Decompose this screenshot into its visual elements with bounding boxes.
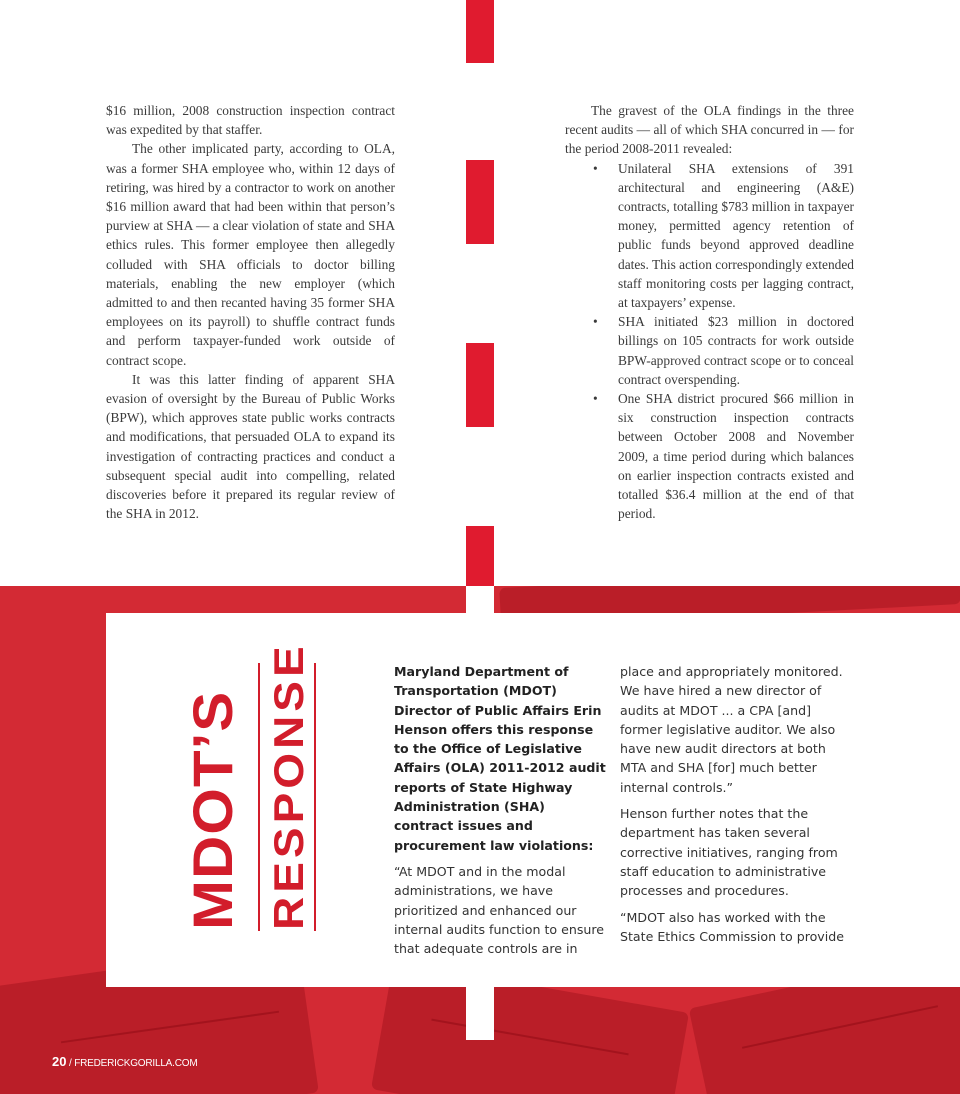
center-divider-dash [466, 343, 494, 427]
bullet-icon: • [593, 160, 598, 176]
page-number: 20 [52, 1054, 67, 1069]
list-item [565, 312, 854, 389]
response-left-column [394, 662, 606, 965]
center-divider-dash [466, 160, 494, 244]
footer-separator: / [66, 1058, 75, 1069]
center-divider-dash [466, 526, 494, 586]
list-item-text: SHA initiated $23 million in doctored billings on 105 contracts for work outside BPW-approved contract scope or to conceal contract overspending. [618, 314, 854, 387]
bullet-icon: • [593, 314, 598, 330]
left-paragraph-3: It was this latter finding of apparent SHA evasion of oversight by the Bureau of Public Works (BPW), which approves state public works contracts and modifications, that persuaded OLA to expand its investigation of contracting practices and conduct a subsequent special audit into compelling, related discoveries before it prepared its regular review of the SHA in 2012. [106, 371, 395, 522]
list-item-text: One SHA district procured $66 million in six construction inspection contracts between October 2008 and November 2009, a time period during which balances on earlier inspection contracts existed and totalled $36.4 million at the end of that period. [618, 391, 854, 522]
sidebar-title-line-1: MDOT’S [182, 690, 244, 930]
response-quote-start: “At MDOT and in the modal administrations, we have prioritized and enhanced our internal audits function to ensure that adequate controls are in [394, 863, 605, 957]
response-paragraph: Henson further notes that the department has taken several corrective initiatives, ranging from staff education to administrative processes and procedures. [620, 806, 838, 899]
title-rule [258, 663, 260, 931]
list-item [565, 389, 854, 523]
response-quote-end: place and appropriately monitored. We have hired a new director of audits at MDOT ... a CPA [and] former legislative auditor. We also have new audit directors at both MTA and SHA [for] much better internal controls.” [620, 664, 843, 795]
left-paragraph-1: $16 million, 2008 construction inspection contract was expedited by that staffer. [106, 103, 395, 138]
response-quote-2: “MDOT also has worked with the State Ethics Commission to provide [620, 909, 844, 944]
center-divider-dash [466, 987, 494, 1040]
response-lead: Maryland Department of Transportation (MDOT) Director of Public Affairs Erin Henson offers this response to the Office of Legislative Affairs (OLA) 2011-2012 audit reports of State Highway Administration (SHA) contract issues and procurement law violations: [394, 664, 606, 853]
right-text-column [565, 101, 854, 523]
left-text-column [106, 101, 395, 523]
list-item [565, 159, 854, 313]
bullet-icon: • [593, 391, 598, 407]
footer-site-link[interactable]: FREDERICKGORILLA.COM [74, 1058, 198, 1069]
right-intro-paragraph: The gravest of the OLA findings in the three recent audits — all of which SHA concurred in — for the period 2008-2011 revealed: [565, 103, 854, 157]
center-divider-dash [466, 0, 494, 63]
findings-list [565, 159, 854, 524]
response-right-column [620, 662, 850, 953]
left-paragraph-2: The other implicated party, according to OLA, was a former SHA employee who, within 12 days of retiring, was hired by a contractor to work on another $16 million award that had been within that person’s purview at SHA — a clear violation of state and SHA ethics rules. This former employee then allegedly colluded with SHA officials to doctor billing materials, enabling the new employer (which admitted to and then recanted having 35 former SHA employees on its payroll) to shuffle contract funds and perform taxpayer-funded work outside of contract scope. [106, 141, 395, 368]
center-divider-gap [466, 586, 494, 614]
title-rule [314, 663, 316, 931]
page-footer [52, 1053, 197, 1071]
list-item-text: Unilateral SHA extensions of 391 architectural and engineering (A&E) contracts, totalling $783 million in taxpayer money, permitted agency retention of public funds beyond approved deadline dates. This action correspondingly extended staff monitoring costs per lagging contract, at taxpayers’ expense. [618, 160, 854, 311]
sidebar-title-line-2: RESPONSE [265, 642, 313, 930]
